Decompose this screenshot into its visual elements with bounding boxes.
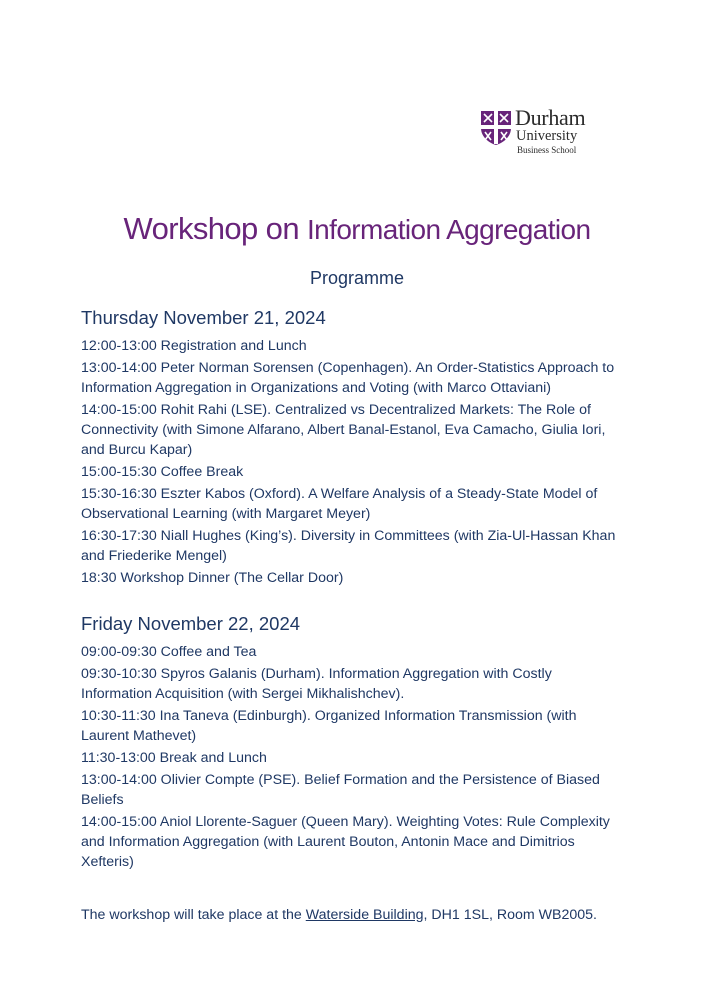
schedule-entry-line: Connectivity (with Simone Alfarano, Albert Banal-Estanol, Eva Camacho, Giulia Iori, (81, 422, 606, 438)
schedule-entry-line: Information Aggregation in Organizations and Voting (with Marco Ottaviani) (81, 380, 552, 396)
durham-shield-icon (480, 110, 512, 146)
schedule-entry (81, 336, 641, 356)
schedule-entry (81, 642, 641, 662)
page-title (0, 209, 714, 250)
schedule-entry (81, 400, 641, 460)
schedule-entry-line: 15:00-15:30 Coffee Break (81, 464, 244, 480)
waterside-building-link[interactable]: Waterside Building (305, 907, 424, 923)
venue-text-before: The workshop will take place at the (81, 907, 306, 923)
schedule-entry-line: 14:00-15:00 Rohit Rahi (LSE). Centralized vs Decentralized Markets: The Role of (81, 402, 591, 418)
day-heading: Friday November 22, 2024 (81, 613, 301, 634)
schedule-entry-line: 15:30-16:30 Eszter Kabos (Oxford). A Welfare Analysis of a Steady-State Model of (81, 486, 598, 502)
schedule-entry-line: 09:30-10:30 Spyros Galanis (Durham). Information Aggregation with Costly (81, 666, 552, 682)
schedule-entry (81, 526, 641, 566)
schedule-entry-line: 11:30-13:00 Break and Lunch (81, 750, 267, 766)
schedule-entry-line: Xefteris) (81, 854, 134, 870)
venue-text-after: , DH1 1SL, Room WB2005. (423, 907, 597, 923)
logo-university-text: University (516, 128, 578, 144)
schedule-entry (81, 748, 641, 768)
schedule-entry-line: 14:00-15:00 Aniol Llorente-Saguer (Queen Mary). Weighting Votes: Rule Complexity (81, 814, 610, 830)
schedule-entry-line: 12:00-13:00 Registration and Lunch (81, 338, 307, 354)
schedule-entry (81, 358, 641, 398)
title-sub: Information Aggregation (306, 214, 591, 245)
schedule-entry (81, 484, 641, 524)
logo-business-school-text: Business School (517, 145, 577, 155)
schedule-entry (81, 664, 641, 704)
schedule-entry-line: Beliefs (81, 792, 124, 808)
schedule-entry (81, 770, 641, 810)
schedule-entry-line: 13:00-14:00 Peter Norman Sorensen (Copenhagen). An Order-Statistics Approach to (81, 360, 615, 376)
schedule-entry (81, 706, 641, 746)
schedule-entry-line: and Friederike Mengel) (81, 548, 227, 564)
day-heading: Thursday November 21, 2024 (81, 307, 326, 328)
schedule-entry-line: and Information Aggregation (with Laurent Bouton, Antonin Mace and Dimitrios (81, 834, 575, 850)
schedule-entry-line: Laurent Mathevet) (81, 728, 197, 744)
schedule-entry-line: and Burcu Kapar) (81, 442, 193, 458)
schedule-entry (81, 812, 641, 872)
schedule-entry-line: 10:30-11:30 Ina Taneva (Edinburgh). Organized Information Transmission (with (81, 708, 577, 724)
venue-note (81, 905, 597, 925)
schedule-entry (81, 462, 641, 482)
schedule-entry-line: Observational Learning (with Margaret Meyer) (81, 506, 371, 522)
schedule-entry (81, 568, 641, 588)
schedule-entry-line: 13:00-14:00 Olivier Compte (PSE). Belief Formation and the Persistence of Biased (81, 772, 600, 788)
logo-durham-text: Durham (515, 105, 586, 130)
programme-heading: Programme (309, 268, 405, 288)
schedule-entry-line: 18:30 Workshop Dinner (The Cellar Door) (81, 570, 344, 586)
durham-logo (478, 105, 608, 160)
schedule-entry-line: 09:00-09:30 Coffee and Tea (81, 644, 257, 660)
schedule-entry-line: Information Acquisition (with Sergei Mikhalishchev). (81, 686, 405, 702)
schedule-entry-line: 16:30-17:30 Niall Hughes (King’s). Diversity in Committees (with Zia-Ul-Hassan Khan (81, 528, 616, 544)
title-main: Workshop on (123, 211, 299, 246)
